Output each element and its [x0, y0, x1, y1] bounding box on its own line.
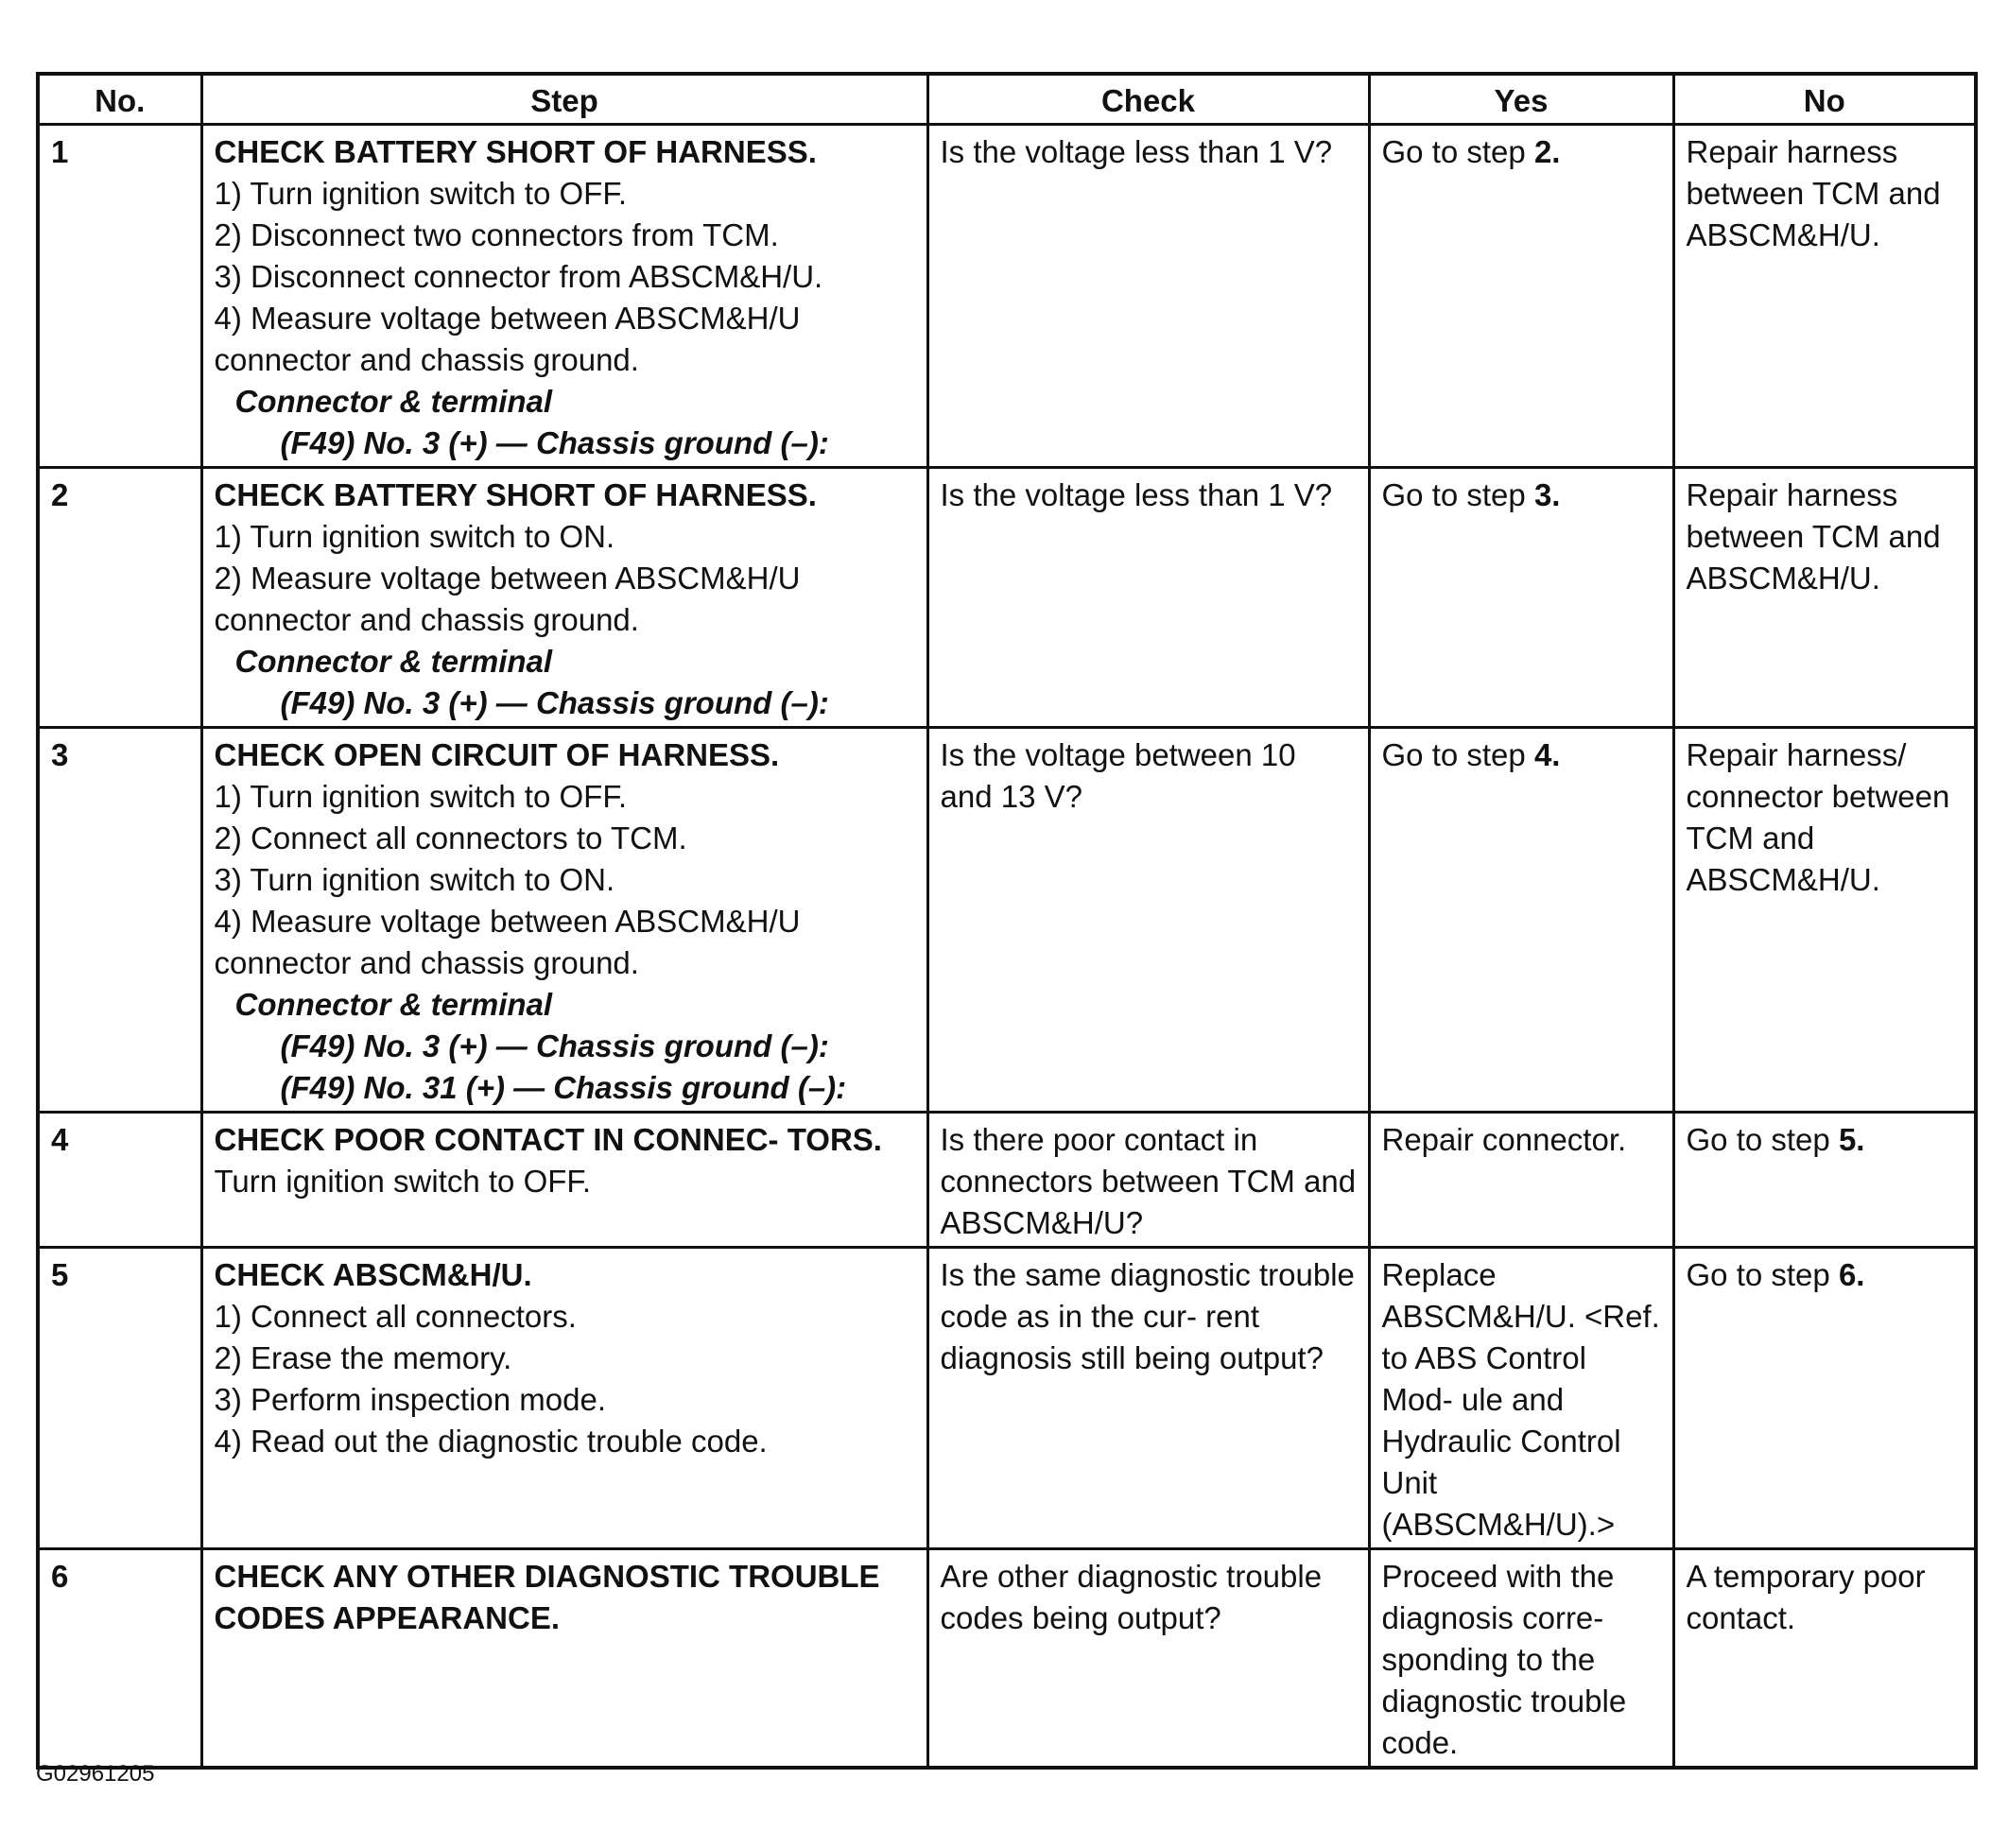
yes-text: Proceed with the diagnosis corre- sponding to the diagnostic trouble code. [1381, 1559, 1627, 1760]
step-cell [201, 125, 927, 468]
no-step-ref: 6. [1838, 1257, 1865, 1292]
no-text: Go to step [1686, 1257, 1839, 1292]
check-cell: Is there poor contact in connectors between TCM and ABSCM&H/U? [927, 1113, 1369, 1248]
header-yes: Yes [1369, 74, 1673, 125]
no-result-cell [1673, 1113, 1976, 1248]
figure-code: G02961205 [36, 1761, 155, 1787]
step-number: 1 [38, 125, 201, 468]
no-text: Go to step [1686, 1122, 1839, 1157]
no-step-ref: 5. [1838, 1122, 1865, 1157]
step-instruction: 1) Connect all connectors. [214, 1299, 577, 1334]
diagnostic-table [36, 72, 1978, 1770]
step-number: 2 [38, 468, 201, 728]
header-no: No. [38, 74, 201, 125]
no-text: A temporary poor contact. [1686, 1559, 1926, 1635]
table-row [38, 1113, 1976, 1248]
header-check: Check [927, 74, 1369, 125]
table-row [38, 728, 1976, 1113]
yes-text: Go to step [1381, 477, 1534, 512]
connector-terminal-spec: (F49) No. 3 (+) — Chassis ground (–): [280, 425, 829, 460]
no-result-cell [1673, 728, 1976, 1113]
step-number: 3 [38, 728, 201, 1113]
step-title: CHECK ANY OTHER DIAGNOSTIC TROUBLE CODES APPEARANCE. [214, 1559, 880, 1635]
connector-terminal-label: Connector & terminal [234, 987, 553, 1022]
connector-terminal-spec: (F49) No. 3 (+) — Chassis ground (–): [280, 1028, 829, 1063]
connector-terminal-label: Connector & terminal [234, 384, 553, 419]
no-text: Repair harness between TCM and ABSCM&H/U. [1686, 477, 1941, 596]
step-instruction: 1) Turn ignition switch to OFF. [214, 779, 627, 814]
step-instruction: 3) Perform inspection mode. [214, 1382, 607, 1417]
header-row [38, 74, 1976, 125]
step-instruction: 4) Measure voltage between ABSCM&H/U connector and chassis ground. [214, 301, 801, 377]
no-result-cell [1673, 125, 1976, 468]
step-instruction: 2) Connect all connectors to TCM. [214, 820, 687, 855]
step-instruction: 1) Turn ignition switch to OFF. [214, 176, 627, 211]
yes-cell [1369, 728, 1673, 1113]
step-instruction: 2) Disconnect two connectors from TCM. [214, 217, 779, 252]
yes-text: Replace ABSCM&H/U. <Ref. to ABS Control Mod- ule and Hydraulic Control Unit (ABSCM&H/U).> [1381, 1257, 1660, 1542]
no-text: Repair harness between TCM and ABSCM&H/U. [1686, 134, 1941, 252]
table-row [38, 1248, 1976, 1549]
header-no-result: No [1673, 74, 1976, 125]
step-number: 4 [38, 1113, 201, 1248]
step-number: 6 [38, 1549, 201, 1769]
header-step: Step [201, 74, 927, 125]
step-title: CHECK ABSCM&H/U. [214, 1257, 532, 1292]
step-title: CHECK OPEN CIRCUIT OF HARNESS. [214, 737, 780, 772]
yes-text: Repair connector. [1381, 1122, 1627, 1157]
no-result-cell [1673, 468, 1976, 728]
step-title: CHECK POOR CONTACT IN CONNEC- TORS. [214, 1122, 882, 1157]
yes-step-ref: 3. [1533, 477, 1561, 512]
check-cell: Is the voltage less than 1 V? [927, 468, 1369, 728]
table-header [38, 74, 1976, 125]
step-instruction: Turn ignition switch to OFF. [214, 1164, 592, 1199]
step-cell [201, 1549, 927, 1769]
yes-text: Go to step [1381, 134, 1534, 169]
step-cell [201, 1248, 927, 1549]
connector-terminal-spec: (F49) No. 31 (+) — Chassis ground (–): [280, 1070, 847, 1105]
check-cell: Are other diagnostic trouble codes being output? [927, 1549, 1369, 1769]
step-instruction: 4) Measure voltage between ABSCM&H/U connector and chassis ground. [214, 904, 801, 980]
table-body [38, 125, 1976, 1769]
check-cell: Is the same diagnostic trouble code as in the cur- rent diagnosis still being output? [927, 1248, 1369, 1549]
yes-cell [1369, 1248, 1673, 1549]
yes-cell [1369, 1549, 1673, 1769]
yes-cell [1369, 125, 1673, 468]
step-cell [201, 728, 927, 1113]
check-cell: Is the voltage less than 1 V? [927, 125, 1369, 468]
yes-text: Go to step [1381, 737, 1534, 772]
step-number: 5 [38, 1248, 201, 1549]
yes-cell [1369, 1113, 1673, 1248]
step-instruction: 2) Erase the memory. [214, 1340, 512, 1375]
no-text: Repair harness/ connector between TCM and ABSCM&H/U. [1686, 737, 1950, 897]
table-row [38, 1549, 1976, 1769]
yes-cell [1369, 468, 1673, 728]
step-instruction: 3) Turn ignition switch to ON. [214, 862, 615, 897]
yes-step-ref: 4. [1533, 737, 1561, 772]
step-instruction: 4) Read out the diagnostic trouble code. [214, 1424, 768, 1459]
yes-step-ref: 2. [1533, 134, 1561, 169]
table-row [38, 468, 1976, 728]
step-instruction: 3) Disconnect connector from ABSCM&H/U. [214, 259, 823, 294]
connector-terminal-spec: (F49) No. 3 (+) — Chassis ground (–): [280, 685, 829, 720]
no-result-cell [1673, 1248, 1976, 1549]
table-row [38, 125, 1976, 468]
step-cell [201, 468, 927, 728]
step-instruction: 2) Measure voltage between ABSCM&H/U connector and chassis ground. [214, 561, 801, 637]
step-cell [201, 1113, 927, 1248]
no-result-cell [1673, 1549, 1976, 1769]
connector-terminal-label: Connector & terminal [234, 644, 553, 679]
step-instruction: 1) Turn ignition switch to ON. [214, 519, 615, 554]
step-title: CHECK BATTERY SHORT OF HARNESS. [214, 477, 817, 512]
step-title: CHECK BATTERY SHORT OF HARNESS. [214, 134, 817, 169]
check-cell: Is the voltage between 10 and 13 V? [927, 728, 1369, 1113]
